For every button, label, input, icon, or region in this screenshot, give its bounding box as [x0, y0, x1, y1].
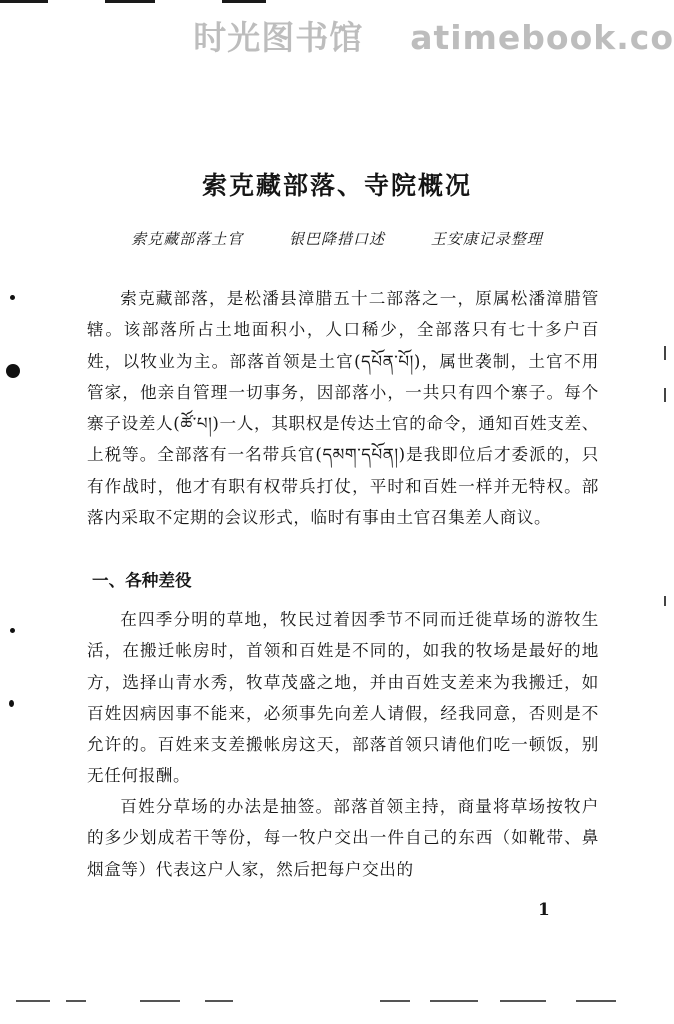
- margin-tick: [664, 596, 666, 606]
- binding-hole-mark: [10, 295, 15, 300]
- scan-bottom-dash: [205, 1000, 233, 1002]
- byline-recorder: 王安康记录整理: [430, 230, 543, 248]
- watermark-url: atimebook.co: [410, 18, 674, 57]
- binding-hole-mark: [9, 700, 14, 707]
- scan-bottom-dash: [16, 1000, 50, 1002]
- binding-hole-mark: [10, 628, 15, 633]
- section-heading: 一、各种差役: [92, 571, 192, 590]
- scan-bottom-dash: [380, 1000, 410, 1002]
- scan-bottom-dash: [66, 1000, 86, 1002]
- scan-bottom-dash: [500, 1000, 546, 1002]
- watermark: [0, 12, 674, 59]
- watermark-cn: 时光图书馆: [193, 18, 364, 57]
- section-paragraph-2: 百姓分草场的办法是抽签。部落首领主持，商量将草场按牧户的多少划成若干等份，每一牧户交出一件自己的东西（如靴带、鼻烟盒等）代表这户人家，然后把每户交出的: [87, 797, 599, 879]
- byline-speaker: 索克藏部落土官: [131, 230, 244, 248]
- scan-bottom-dash: [140, 1000, 180, 1002]
- article-title: 索克藏部落、寺院概况: [201, 171, 472, 200]
- scan-edge-line-left: [0, 0, 48, 3]
- scan-bottom-dash: [576, 1000, 616, 1002]
- byline: [0, 228, 674, 249]
- intro-paragraph: 索克藏部落，是松潘县漳腊五十二部落之一，原属松潘漳腊管辖。该部落所占土地面积小，人口稀少，全部落只有七十多户百姓，以牧业为主。部落首领是土官(དཔོན་པོ།)，属世袭制，土官不用管家，他亲自管理一切事务，因部落小，一共只有四个寨子。每个寨子设差人(ཚོ་པ།)一人，其职权是传达土官的命令，通知百姓支差、上税等。全部落有一名带兵官(དམག་དཔོན།)是我即位后才委派的，只有作战时，他才有职有权带兵打仗，平时和百姓一样并无特权。部落内采取不定期的会议形式，临时有事由土官召集差人商议。: [87, 289, 599, 528]
- scan-edge-line-mid: [105, 0, 155, 3]
- scan-bottom-dash: [430, 1000, 478, 1002]
- section-paragraph-1: 在四季分明的草地，牧民过着因季节不同而迁徙草场的游牧生活，在搬迁帐房时，首领和百姓是不同的，如我的牧场是最好的地方，选择山青水秀，牧草茂盛之地，并由百姓支差来为我搬迁，如百姓因病因事不能来，必须事先向差人请假，经我同意，否则是不允许的。百姓来支差搬帐房这天，部落首领只请他们吃一顿饭，别无任何报酬。: [87, 610, 599, 786]
- margin-tick: [664, 388, 666, 402]
- scan-edge-line-right: [222, 0, 266, 3]
- page-number: 1: [538, 900, 550, 920]
- binding-hole-mark: [6, 364, 20, 378]
- margin-tick: [664, 346, 666, 360]
- byline-narration: 银巴降措口述: [288, 230, 385, 248]
